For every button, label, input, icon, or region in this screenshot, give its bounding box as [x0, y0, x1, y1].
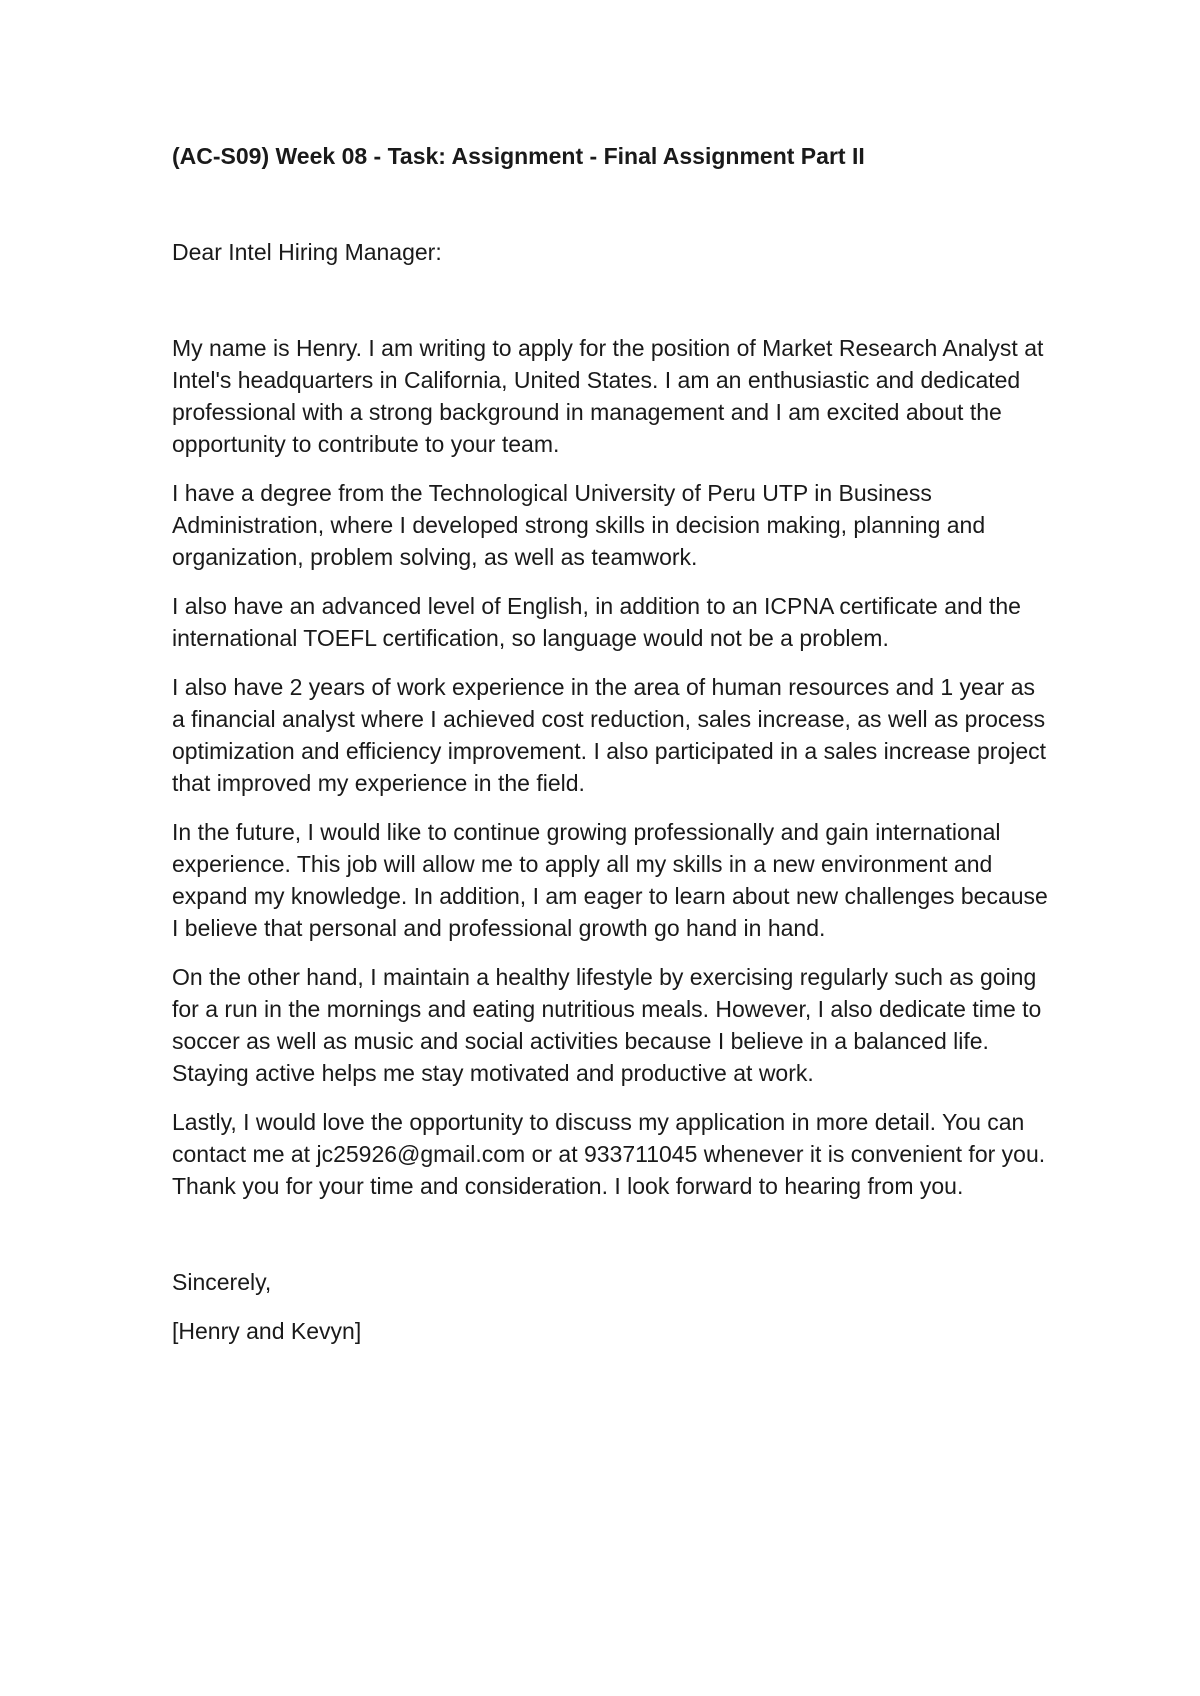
paragraph-experience: I also have 2 years of work experience in the area of human resources and 1 year as a financial analyst where I achieved cost reduction, sales increase, as well as process optimization and efficiency improvement. I also participated in a sales increase project that improved my experience in the field. [172, 674, 1047, 796]
closing: Sincerely, [172, 1269, 272, 1295]
paragraph-language: I also have an advanced level of English, in addition to an ICPNA certificate and the international TOEFL certification, so language would not be a problem. [172, 593, 1021, 651]
paragraph-education: I have a degree from the Technological University of Peru UTP in Business Administration, where I developed strong skills in decision making, planning and organization, problem solving, as well as teamwork. [172, 480, 986, 570]
letter-content [172, 140, 1052, 1347]
paragraph-future: In the future, I would like to continue growing professionally and gain international experience. This job will allow me to apply all my skills in a new environment and expand my knowledge. In addition, I am eager to learn about new challenges because I believe that personal and professional growth go hand in hand. [172, 819, 1048, 941]
paragraph-introduction: My name is Henry. I am writing to apply for the position of Market Research Analyst at Intel's headquarters in California, United States. I am an enthusiastic and dedicated professional with a strong background in management and I am excited about the opportunity to contribute to your team. [172, 335, 1044, 457]
document-title: (AC-S09) Week 08 - Task: Assignment - Final Assignment Part II [172, 143, 865, 169]
letter-body [172, 332, 1052, 1202]
paragraph-lifestyle: On the other hand, I maintain a healthy lifestyle by exercising regularly such as going for a run in the mornings and eating nutritious meals. However, I also dedicate time to soccer as well as music and social activities because I believe in a balanced life. Staying active helps me stay motivated and productive at work. [172, 964, 1042, 1086]
signature: [Henry and Kevyn] [172, 1318, 362, 1344]
salutation: Dear Intel Hiring Manager: [172, 239, 442, 265]
paragraph-contact: Lastly, I would love the opportunity to discuss my application in more detail. You can contact me at jc25926@gmail.com or at 933711045 whenever it is convenient for you. Thank you for your time and consideration. I look forward to hearing from you. [172, 1109, 1046, 1199]
